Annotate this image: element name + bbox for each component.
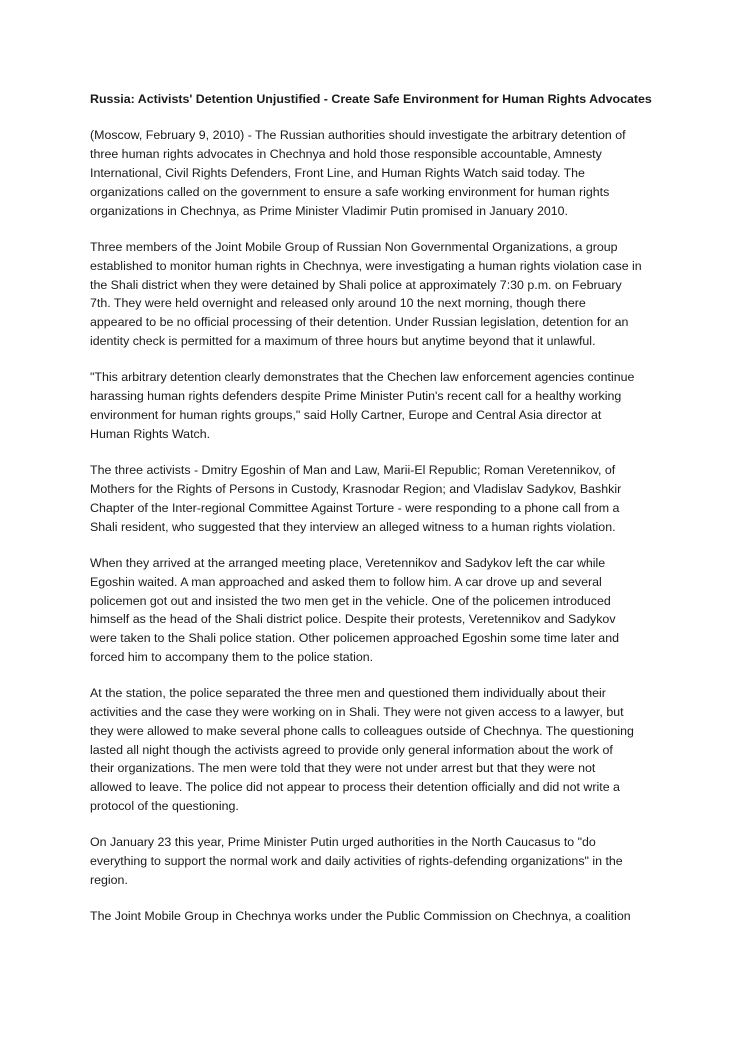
- paragraph-line: harassing human rights defenders despite Prime Minister Putin's recent call for a healthy working: [90, 389, 622, 404]
- paragraph-line: himself as the head of the Shali district police. Despite their protests, Veretennikov and Sadykov: [90, 612, 616, 627]
- body-paragraph: [90, 554, 656, 667]
- body-paragraph: [90, 461, 656, 536]
- paragraph-line: 7th. They were held overnight and released only around 10 the next morning, though there: [90, 296, 586, 311]
- body-paragraph: [90, 238, 656, 351]
- paragraph-line: International, Civil Rights Defenders, Front Line, and Human Rights Watch said today. The: [90, 165, 585, 180]
- paragraph-line: activities and the case they were working on in Shali. They were not given access to a lawyer, but: [90, 705, 624, 720]
- paragraph-line: Egoshin waited. A man approached and asked them to follow him. A car drove up and several: [90, 574, 602, 589]
- paragraph-line: protocol of the questioning.: [90, 799, 239, 814]
- paragraph-line: When they arrived at the arranged meeting place, Veretennikov and Sadykov left the car while: [90, 555, 606, 570]
- body-paragraph: [90, 684, 656, 816]
- paragraph-line: appeared to be no official processing of their detention. Under Russian legislation, detention for an: [90, 315, 629, 330]
- paragraph-line: The Joint Mobile Group in Chechnya works under the Public Commission on Chechnya, a coalition: [90, 909, 631, 924]
- paragraph-line: "This arbitrary detention clearly demonstrates that the Chechen law enforcement agencies continue: [90, 370, 635, 385]
- paragraph-line: the Shali district when they were detained by Shali police at approximately 7:30 p.m. on February: [90, 277, 622, 292]
- paragraph-line: Mothers for the Rights of Persons in Custody, Krasnodar Region; and Vladislav Sadykov, Bashkir: [90, 481, 622, 496]
- paragraph-line: their organizations. The men were told that they were not under arrest but that they were not: [90, 761, 596, 776]
- paragraph-line: On January 23 this year, Prime Minister Putin urged authorities in the North Caucasus to "do: [90, 835, 596, 850]
- body-paragraph: [90, 907, 656, 926]
- body-paragraph: [90, 833, 656, 889]
- paragraph-line: At the station, the police separated the three men and questioned them individually about their: [90, 686, 606, 701]
- paragraph-line: identity check is permitted for a maximum of three hours but anytime beyond that it unlawful.: [90, 333, 596, 348]
- paragraph-line: organizations called on the government to ensure a safe working environment for human rights: [90, 184, 610, 199]
- paragraph-line: Human Rights Watch.: [90, 426, 211, 441]
- paragraph-line: everything to support the normal work and daily activities of rights-defending organizations" in the: [90, 854, 623, 869]
- paragraph-line: forced him to accompany them to the police station.: [90, 649, 374, 664]
- document-body: [90, 126, 656, 926]
- paragraph-line: Three members of the Joint Mobile Group of Russian Non Governmental Organizations, a group: [90, 239, 618, 254]
- paragraph-line: allowed to leave. The police did not appear to process their detention officially and did not write a: [90, 780, 620, 795]
- paragraph-line: they were allowed to make several phone calls to colleagues outside of Chechnya. The questioning: [90, 723, 634, 738]
- body-paragraph: [90, 368, 656, 443]
- paragraph-line: environment for human rights groups," said Holly Cartner, Europe and Central Asia director at: [90, 407, 602, 422]
- paragraph-line: region.: [90, 873, 128, 888]
- paragraph-line: (Moscow, February 9, 2010) - The Russian authorities should investigate the arbitrary detention of: [90, 128, 626, 143]
- paragraph-line: The three activists - Dmitry Egoshin of Man and Law, Marii-El Republic; Roman Veretennikov, of: [90, 463, 616, 478]
- paragraph-line: were taken to the Shali police station. Other policemen approached Egoshin some time later and: [90, 631, 619, 646]
- paragraph-line: three human rights advocates in Chechnya and hold those responsible accountable, Amnesty: [90, 147, 602, 162]
- document-page: [90, 90, 656, 944]
- paragraph-line: Chapter of the Inter-regional Committee Against Torture - were responding to a phone call from a: [90, 500, 620, 515]
- paragraph-line: organizations in Chechnya, as Prime Minister Vladimir Putin promised in January 2010.: [90, 203, 568, 218]
- body-paragraph: [90, 126, 656, 220]
- paragraph-line: lasted all night though the activists agreed to provide only general information about the work of: [90, 742, 613, 757]
- document-title: Russia: Activists' Detention Unjustified - Create Safe Environment for Human Rights Advocates: [90, 92, 652, 106]
- paragraph-line: policemen got out and insisted the two men get in the vehicle. One of the policemen introduced: [90, 593, 611, 608]
- paragraph-line: established to monitor human rights in Chechnya, were investigating a human rights violation case in: [90, 258, 642, 273]
- paragraph-line: Shali resident, who suggested that they interview an alleged witness to a human rights violation.: [90, 519, 616, 534]
